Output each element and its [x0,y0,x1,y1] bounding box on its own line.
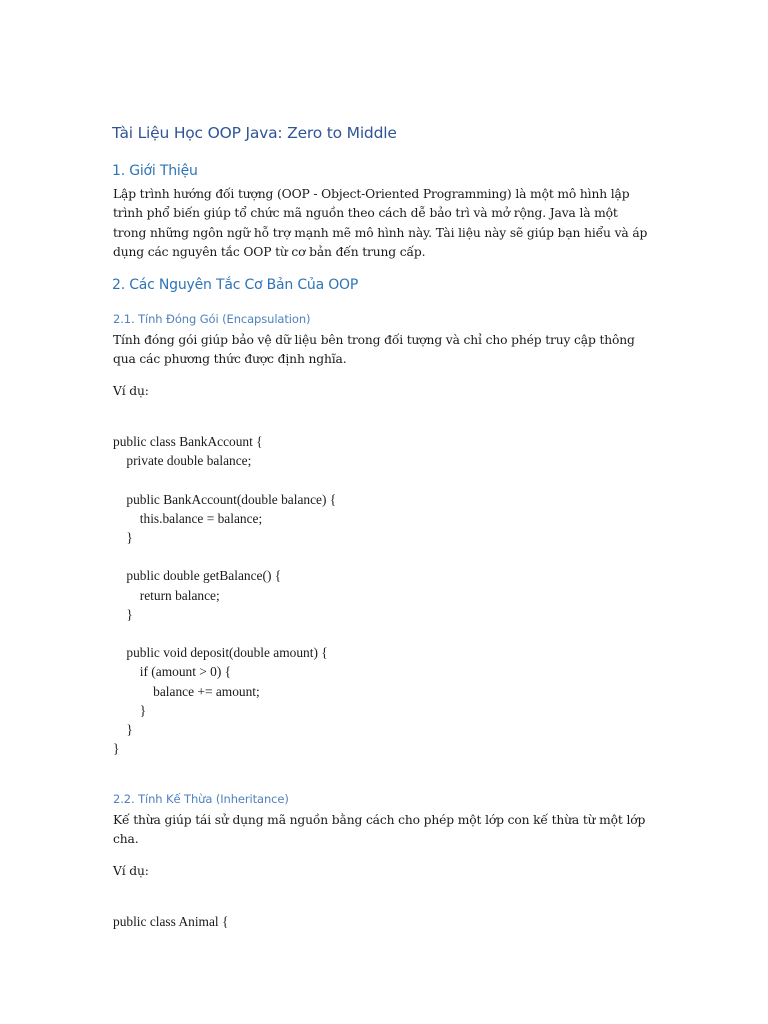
document-title: Tài Liệu Học OOP Java: Zero to Middle [112,124,397,142]
introduction-paragraph: Lập trình hướng đối tượng (OOP - Object-Oriented Programming) là một mô hình lập trình phổ biến giúp tổ chức mã nguồn theo cách dễ bảo trì và mở rộng. Java là một trong những ngôn ngữ hỗ trợ mạnh mẽ mô hình này. Tài liệu này sẽ giúp bạn hiểu và áp dụng các nguyên tắc OOP từ cơ bản đến trung cấp. [113,187,648,259]
code-block-animal: public class Animal { [113,914,229,929]
subsection-heading-encapsulation: 2.1. Tính Đóng Gói (Encapsulation) [113,312,311,326]
code-block-bank-account: public class BankAccount { private double balance; public BankAccount(double balance) { this.balance = balance; } public double getBalance() { return balance; } public void deposit(double amount) { if (amount > 0) { balance += amount; } } } [113,434,337,757]
encapsulation-paragraph: Tính đóng gói giúp bảo vệ dữ liệu bên trong đối tượng và chỉ cho phép truy cập thông qua các phương thức được định nghĩa. [113,333,635,367]
example-label-inheritance: Ví dụ: [113,864,149,878]
section-heading-introduction: 1. Giới Thiệu [112,163,198,179]
subsection-heading-inheritance: 2.2. Tính Kế Thừa (Inheritance) [113,792,289,806]
inheritance-paragraph: Kế thừa giúp tái sử dụng mã nguồn bằng cách cho phép một lớp con kế thừa từ một lớp cha. [113,813,646,847]
section-heading-oop-principles: 2. Các Nguyên Tắc Cơ Bản Của OOP [112,277,359,293]
example-label-encapsulation: Ví dụ: [113,384,149,398]
